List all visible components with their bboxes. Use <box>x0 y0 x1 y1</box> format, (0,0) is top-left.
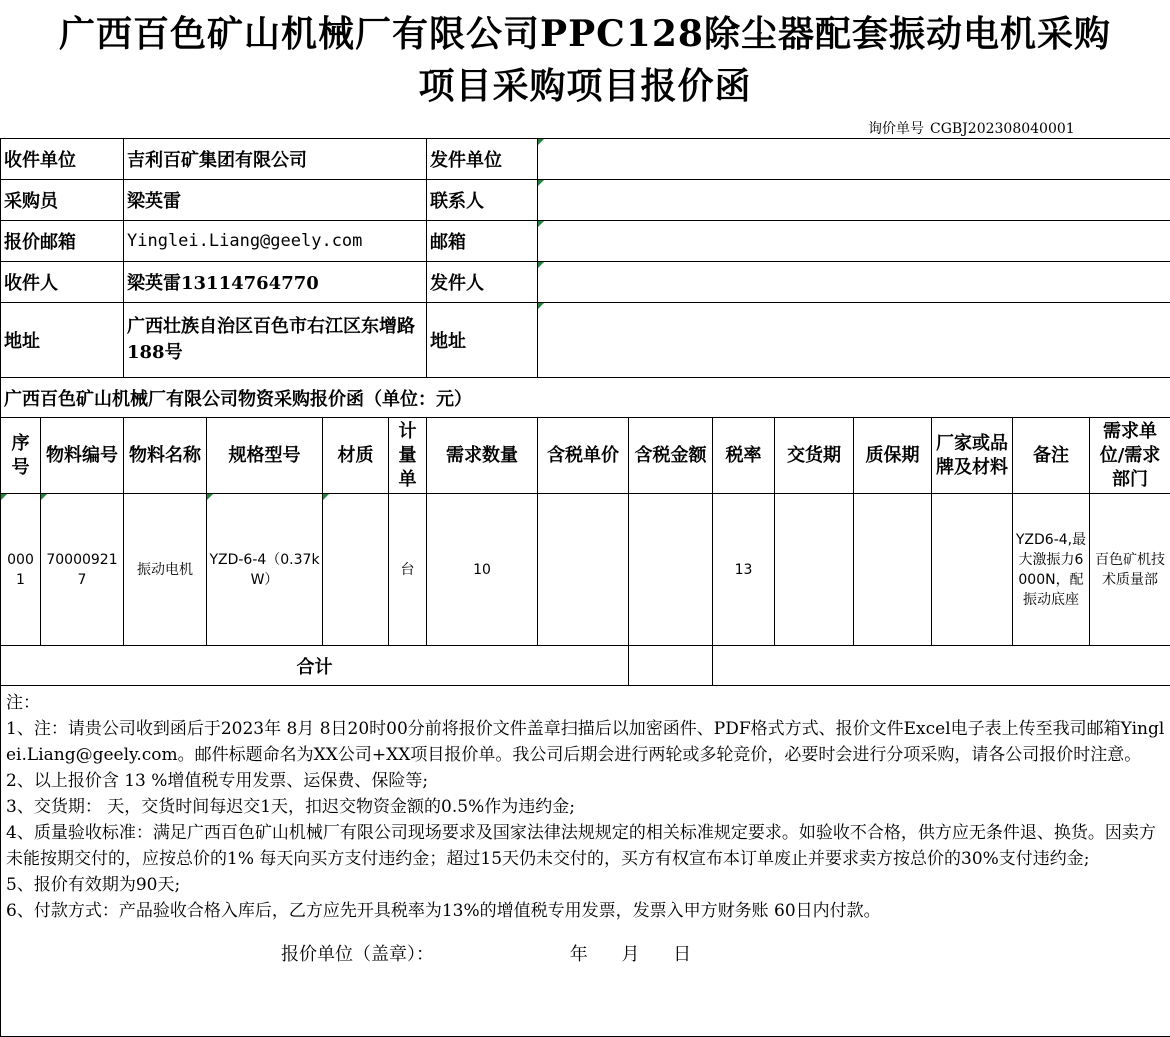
note-4: 4、质量验收标准：满足广西百色矿山机械厂有限公司现场要求及国家法律法规规定的相关标准规定要求。如验收不合格，供方应无条件退、换货。因卖方未能按期交付的，应按总价的1% 每天向买方支付违约金；超过15天仍未交付的，买方有权宣布本订单废止并要求卖方按总价的30%支付违约金; <box>6 823 1156 869</box>
inquiry-number-label: 询价单号 <box>868 121 924 137</box>
sender-address-value[interactable] <box>538 303 1170 378</box>
cell-warranty[interactable] <box>854 494 932 646</box>
quote-email-value: Yinglei.Liang@geely.com <box>124 221 427 262</box>
sender-unit-label: 发件单位 <box>427 139 538 180</box>
note-5: 5、报价有效期为90天; <box>6 875 181 895</box>
recipient-unit-value: 吉利百矿集团有限公司 <box>124 139 427 180</box>
address-value: 广西壮族自治区百色市右江区东增路188号 <box>124 303 427 378</box>
cell-seq: 0001 <box>1 494 41 646</box>
page-title-line-1: 广西百色矿山机械厂有限公司PPC128除尘器配套振动电机采购 <box>59 13 1111 55</box>
sender-unit-value[interactable] <box>538 139 1170 180</box>
col-dept: 需求单位/需求部门 <box>1090 418 1170 494</box>
sender-address-label: 地址 <box>427 303 538 378</box>
col-unit-price: 含税单价 <box>538 418 629 494</box>
recipient-unit-label: 收件单位 <box>1 139 124 180</box>
cell-name: 振动电机 <box>124 494 207 646</box>
signature-line <box>6 942 1165 968</box>
cell-qty: 10 <box>427 494 538 646</box>
cell-code: 700009217 <box>41 494 124 646</box>
note-6: 6、付款方式：产品验收合格入库后，乙方应先开具税率为13%的增值税专用发票，发票入甲方财务账 60日内付款。 <box>6 901 881 921</box>
total-label: 合计 <box>1 646 629 686</box>
email-label: 邮箱 <box>427 221 538 262</box>
buyer-label: 采购员 <box>1 180 124 221</box>
col-material: 材质 <box>323 418 389 494</box>
date-label: 年 月 日 <box>569 944 706 965</box>
col-remark: 备注 <box>1013 418 1090 494</box>
section-title: 广西百色矿山机械厂有限公司物资采购报价函（单位：元） <box>1 378 1170 418</box>
col-seq: 序号 <box>1 418 41 494</box>
recipient-value: 梁英雷13114764770 <box>124 262 427 303</box>
sign-label: 报价单位（盖章）： <box>281 944 434 965</box>
address-label: 地址 <box>1 303 124 378</box>
cell-delivery[interactable] <box>775 494 854 646</box>
col-amount: 含税金额 <box>629 418 713 494</box>
table-row <box>1 494 1170 646</box>
col-unit: 计量单 <box>389 418 427 494</box>
col-qty: 需求数量 <box>427 418 538 494</box>
cell-remark: YZD6-4,最大激振力6000N，配振动底座 <box>1013 494 1090 646</box>
total-amount[interactable] <box>629 646 713 686</box>
quote-form-table <box>0 138 1170 1037</box>
cell-brand[interactable] <box>932 494 1013 646</box>
sender-label: 发件人 <box>427 262 538 303</box>
col-warranty: 质保期 <box>854 418 932 494</box>
contact-value[interactable] <box>538 180 1170 221</box>
buyer-value: 梁英雷 <box>124 180 427 221</box>
total-filler <box>713 646 1170 686</box>
sender-value[interactable] <box>538 262 1170 303</box>
col-delivery: 交货期 <box>775 418 854 494</box>
cell-unit-price[interactable] <box>538 494 629 646</box>
col-tax-rate: 税率 <box>713 418 775 494</box>
notes-section <box>1 686 1170 1037</box>
note-2: 2、以上报价含 13 %增值税专用发票、运保费、保险等; <box>6 771 429 791</box>
page-title-line-2: 项目采购项目报价函 <box>418 65 752 107</box>
cell-dept: 百色矿机技术质量部 <box>1090 494 1170 646</box>
inquiry-number <box>862 118 1075 138</box>
email-value[interactable] <box>538 221 1170 262</box>
col-spec: 规格型号 <box>207 418 323 494</box>
quote-email-label: 报价邮箱 <box>1 221 124 262</box>
notes-head: 注： <box>6 693 40 713</box>
cell-tax-rate: 13 <box>713 494 775 646</box>
cell-material[interactable] <box>323 494 389 646</box>
note-1: 1、注：请贵公司收到函后于2023年 8月 8日20时00分前将报价文件盖章扫描后以加密函件、PDF格式方式、报价文件Excel电子表上传至我司邮箱Yinglei.Liang@geely.com。邮件标题命名为XX公司+XX项目报价单。我公司后期会进行两轮或多轮竞价，必要时会进行分项采购，请各公司报价时注意。 <box>6 719 1165 765</box>
inquiry-number-value: CGBJ202308040001 <box>930 121 1075 137</box>
col-brand: 厂家或品牌及材料 <box>932 418 1013 494</box>
cell-unit: 台 <box>389 494 427 646</box>
note-3: 3、交货期： 天，交货时间每迟交1天，扣迟交物资金额的0.5%作为违约金; <box>6 797 575 817</box>
col-name: 物料名称 <box>124 418 207 494</box>
cell-amount[interactable] <box>629 494 713 646</box>
recipient-label: 收件人 <box>1 262 124 303</box>
contact-label: 联系人 <box>427 180 538 221</box>
col-code: 物料编号 <box>41 418 124 494</box>
cell-spec: YZD-6-4（0.37kW） <box>207 494 323 646</box>
